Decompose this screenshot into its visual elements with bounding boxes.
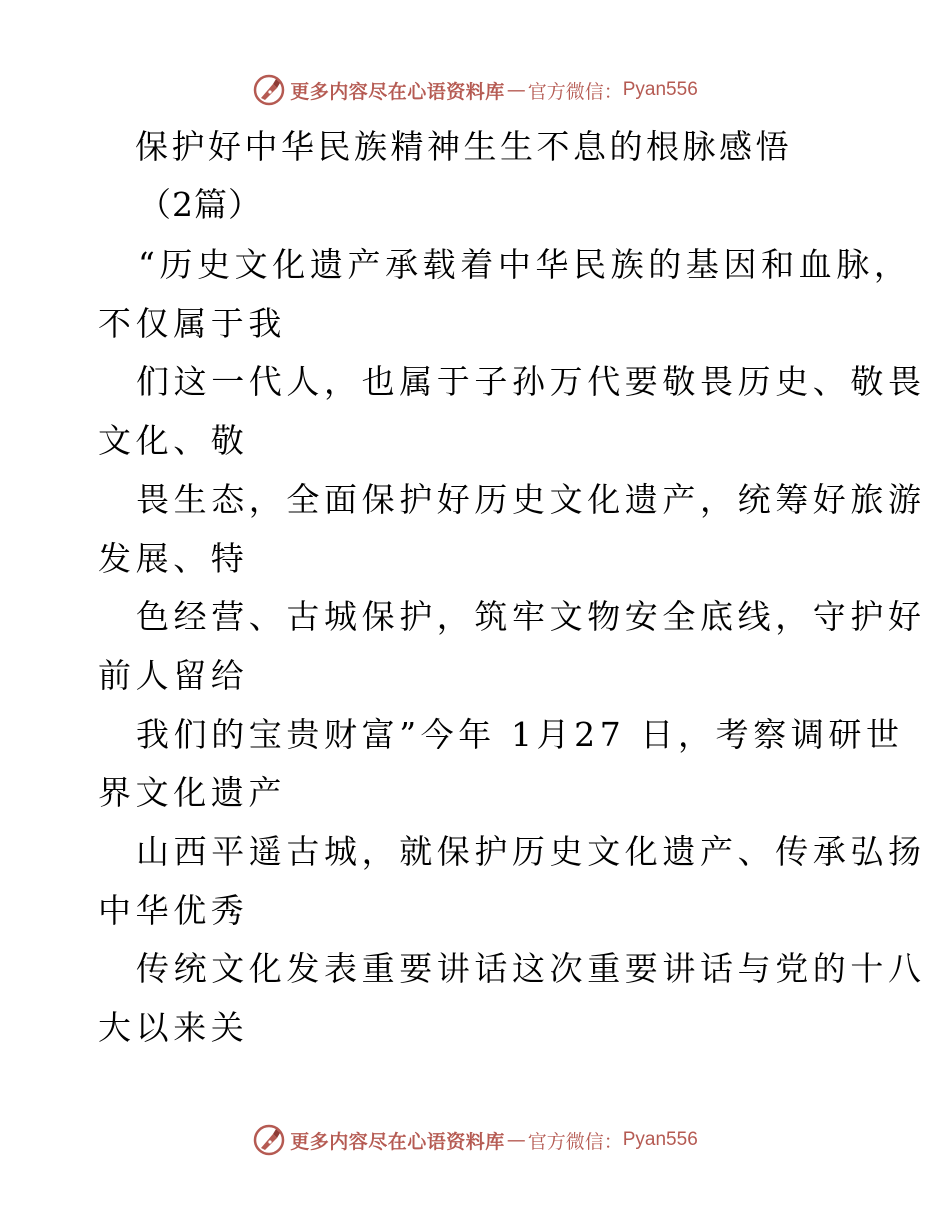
paragraph-line: 发展、特 — [98, 539, 249, 578]
document-subtitle: （2篇） — [138, 185, 262, 224]
paragraph-line: 大以来关 — [98, 1008, 249, 1047]
banner-wechat-id: Pyan556 — [622, 79, 698, 100]
paragraph-line: 中华优秀 — [98, 891, 249, 930]
banner-wechat-label: 官方微信： — [527, 80, 623, 103]
paragraph-line: “历史文化遗产承载着中华民族的基因和血脉， — [138, 245, 912, 284]
paragraph-line: 们这一代人，也属于子孙万代要敬畏历史、敬畏 — [136, 362, 926, 401]
pen-nib-logo-icon — [252, 1123, 286, 1157]
banner-dash: — — [506, 79, 526, 101]
paragraph-line: 前人留给 — [98, 656, 249, 695]
header-banner — [0, 70, 950, 110]
banner-wechat-id: Pyan556 — [622, 1129, 698, 1150]
document-title: 保护好中华民族精神生生不息的根脉感悟 — [135, 127, 792, 166]
pen-nib-logo-icon — [252, 73, 286, 107]
paragraph-line: 文化、敬 — [98, 421, 249, 460]
paragraph-line: 不仅属于我 — [98, 304, 286, 343]
banner-brand-text: 更多内容尽在心语资料库 — [290, 80, 505, 103]
paragraph-line: 传统文化发表重要讲话这次重要讲话与党的十八 — [136, 949, 926, 988]
footer-banner — [0, 1120, 950, 1160]
paragraph-line: 色经营、古城保护，筑牢文物安全底线，守护好 — [136, 597, 926, 636]
paragraph-line: 我们的宝贵财富”今年 1月27 日，考察调研世 — [136, 715, 904, 754]
banner-brand-text: 更多内容尽在心语资料库 — [290, 1130, 505, 1153]
paragraph-line: 界文化遗产 — [98, 773, 286, 812]
paragraph-line: 畏生态，全面保护好历史文化遗产，统筹好旅游 — [136, 480, 926, 519]
banner-wechat-label: 官方微信： — [527, 1130, 623, 1153]
paragraph-line: 山西平遥古城，就保护历史文化遗产、传承弘扬 — [136, 832, 926, 871]
banner-dash: — — [506, 1129, 526, 1151]
